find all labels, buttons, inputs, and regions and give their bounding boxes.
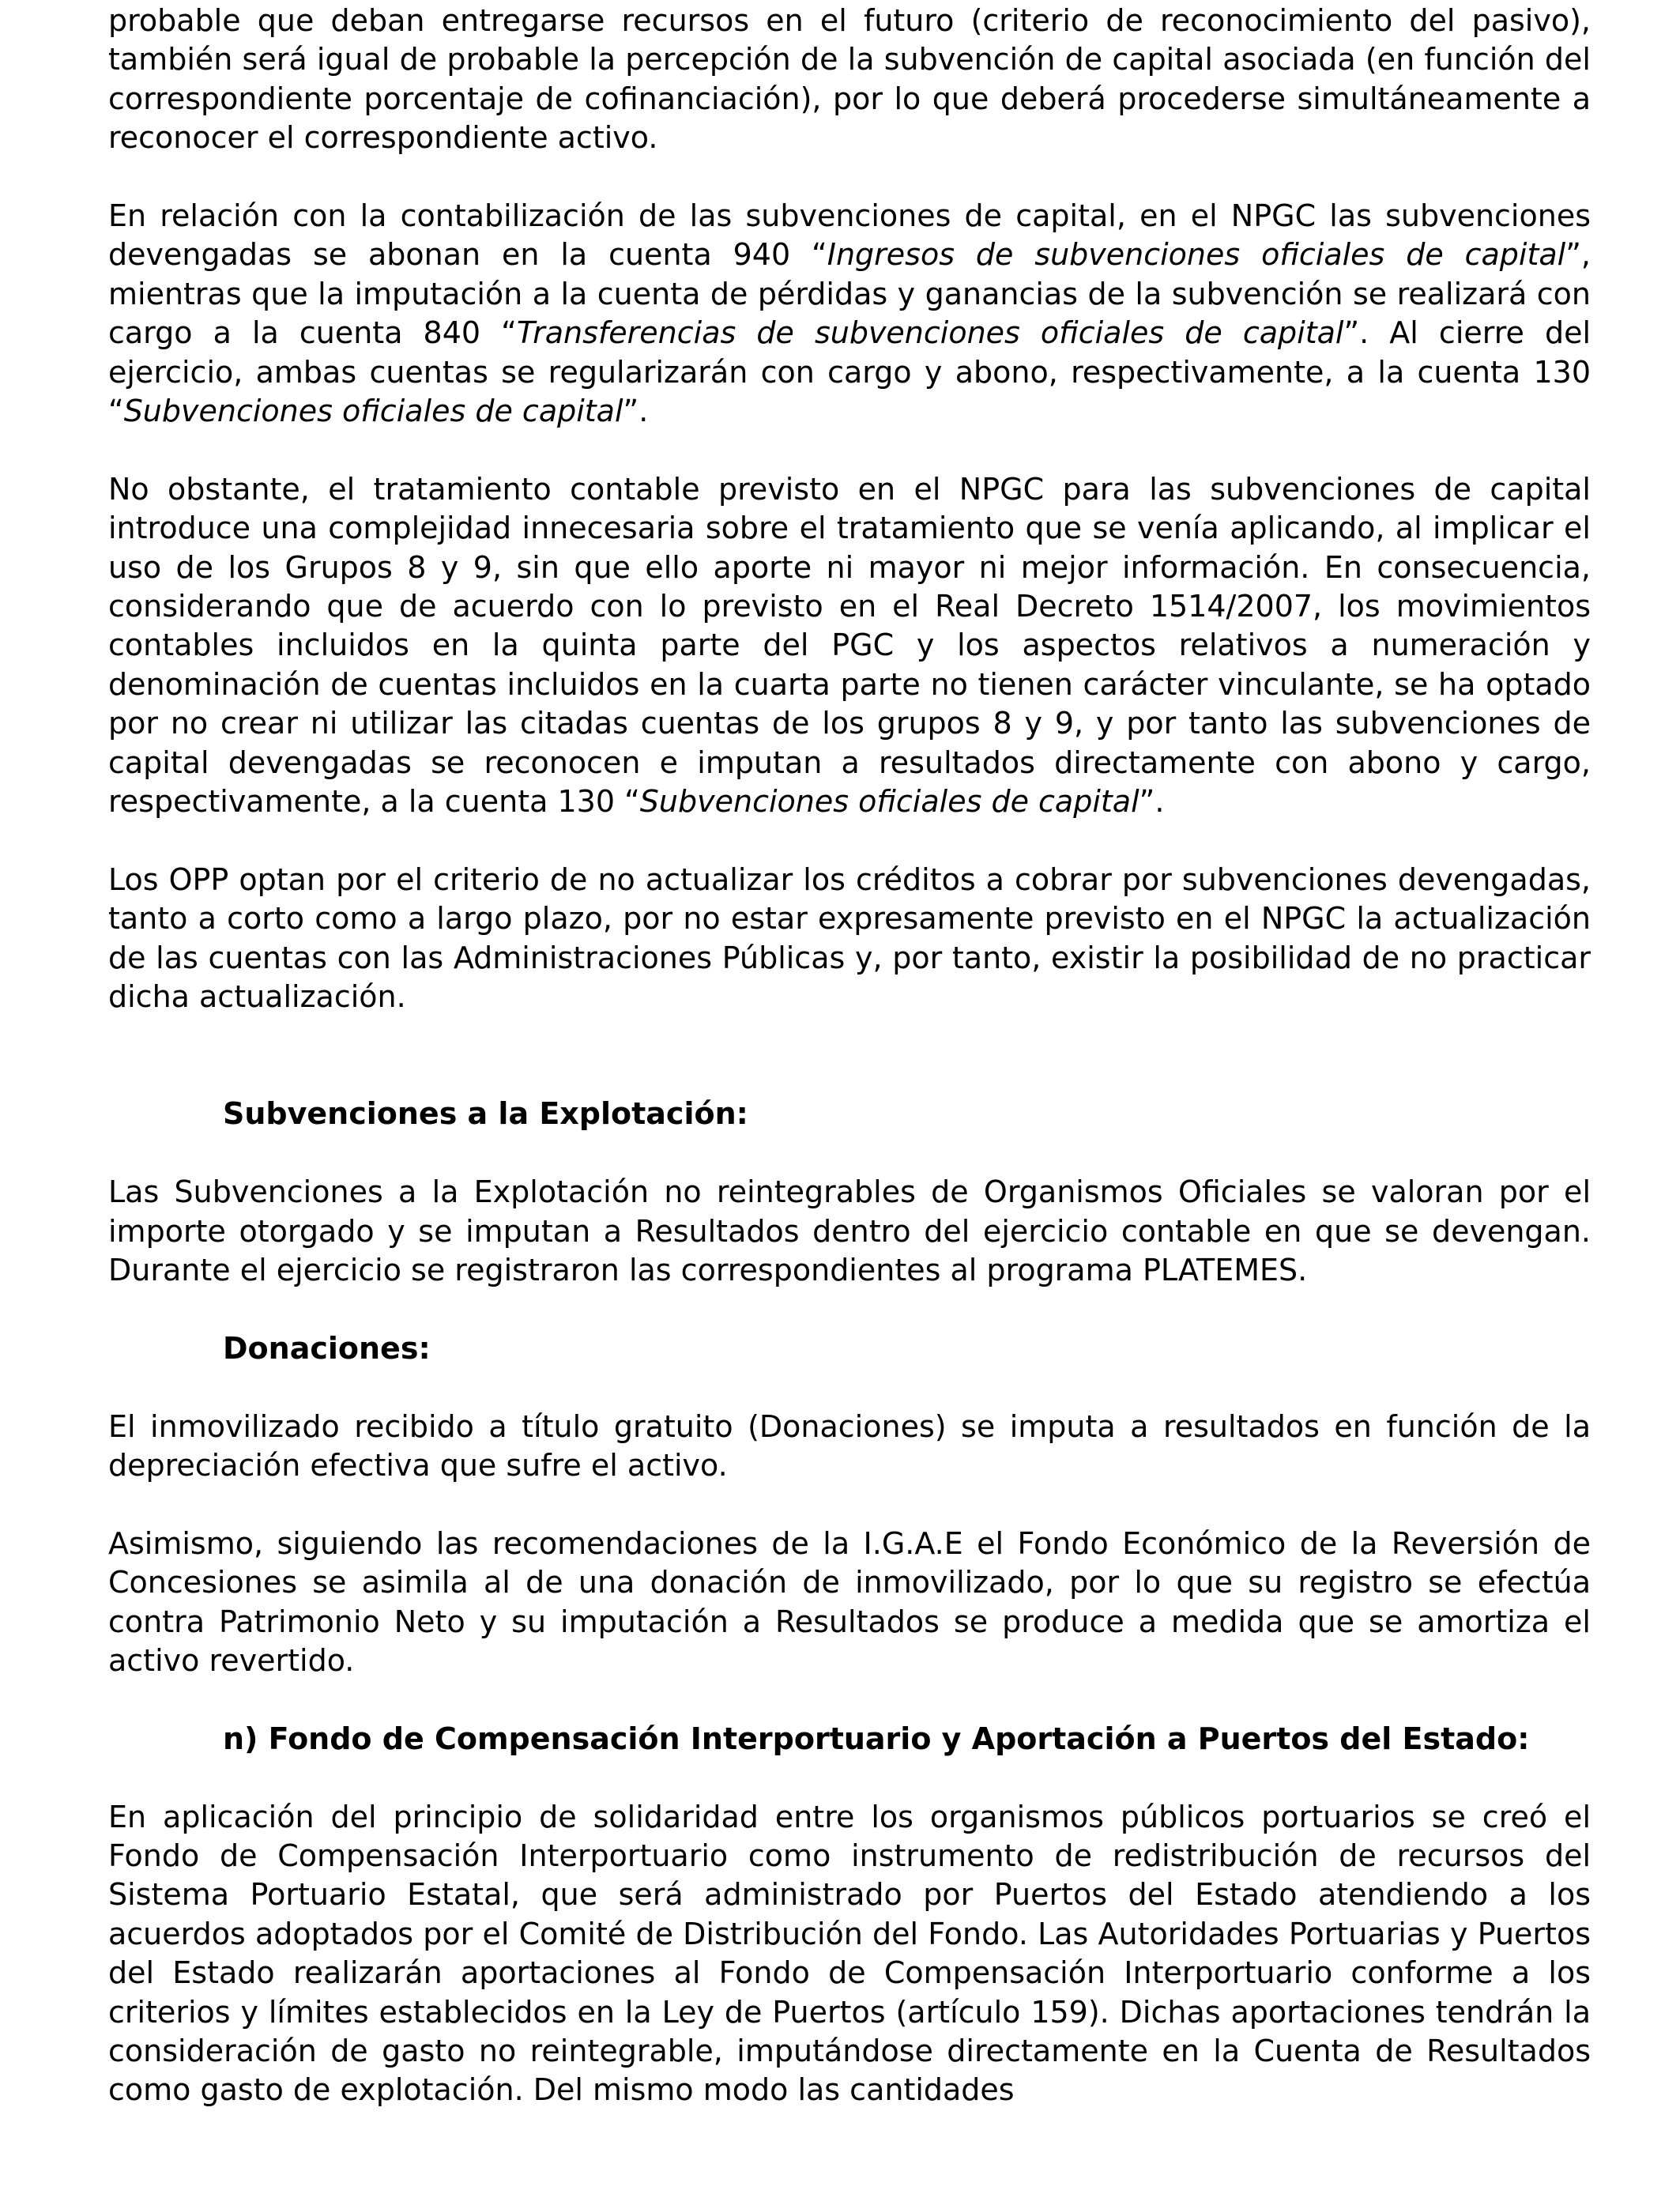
paragraph-reversion-concesiones: Asimismo, siguiendo las recomendaciones de la I.G.A.E el Fondo Económico de la Reversión de Concesiones se asimila al de una donación de inmovilizado, por lo que su registro se efectúa contra Patrimonio Neto y su imputación a Resultados se produce a medida que se amortiza el activo revertido. bbox=[108, 1525, 1591, 1678]
text-run: En relación con la contabilización de las subvenciones de capital, en el NPGC las subvenciones devengadas se abonan en la cuenta 940 “ bbox=[108, 198, 1591, 273]
paragraph-subvenciones-explotacion: Las Subvenciones a la Explotación no reintegrables de Organismos Oficiales se valoran por el importe otorgado y se imputan a Resultados dentro del ejercicio contable en que se devengan. Durante el ejercicio se registraron las correspondientes al programa PLATEMES. bbox=[108, 1174, 1591, 1287]
account-name-840: Transferencias de subvenciones oficiales de capital bbox=[516, 315, 1344, 351]
text-run: ”. Al cierre del ejercicio, ambas cuentas se regularizarán con cargo y abono, respectivamente, a la cuenta 130 “ bbox=[108, 315, 1591, 429]
text-run: No obstante, el tratamiento contable previsto en el NPGC para las subvenciones de capital introduce una complejidad innecesaria sobre el tratamiento que se venía aplicando, al implicar el uso de los Grupos 8 y 9, sin que ello aporte ni mayor ni mejor información. En consecuencia, considerando que de acuerdo con lo previsto en el Real Decreto 1514/2007, los movimientos contables incluidos en la quinta parte del PGC y los aspectos relativos a numeración y denominación de cuentas incluidos en la cuarta parte no tienen carácter vinculante, se ha optado por no crear ni utilizar las citadas cuentas de los grupos 8 y 9, y por tanto las subvenciones de capital devengadas se reconocen e imputan a resultados directamente con abono y cargo, respectivamente, a la cuenta 130 “ bbox=[108, 471, 1591, 820]
text-run: ”. bbox=[623, 394, 649, 429]
paragraph-pasivo-activo: probable que deban entregarse recursos en el futuro (criterio de reconocimiento del pasivo), también será igual de probable la percepción de la subvención de capital asociada (en función del correspondiente porcentaje de cofinanciación), por lo que deberá procederse simultáneamente a reconocer el correspondiente activo. bbox=[108, 3, 1591, 156]
paragraph-fondo-compensacion: En aplicación del principio de solidaridad entre los organismos públicos portuarios se creó el Fondo de Compensación Interportuario como instrumento de redistribución de recursos del Sistema Portuario Estatal, que será administrado por Puertos del Estado atendiendo a los acuerdos adoptados por el Comité de Distribución del Fondo. Las Autoridades Portuarias y Puertos del Estado realizarán aportaciones al Fondo de Compensación Interportuario conforme a los criterios y límites establecidos en la Ley de Puertos (artículo 159). Dichas aportaciones tendrán la consideración de gasto no reintegrable, imputándose directamente en la Cuenta de Resultados como gasto de explotación. Del mismo modo las cantidades bbox=[108, 1799, 1591, 2108]
paragraph-tratamiento-contable bbox=[108, 470, 1591, 822]
paragraph-donaciones: El inmovilizado recibido a título gratuito (Donaciones) se imputa a resultados en función de la depreciación efectiva que sufre el activo. bbox=[108, 1408, 1591, 1483]
paragraph-actualizacion-creditos: Los OPP optan por el criterio de no actualizar los créditos a cobrar por subvenciones devengadas, tanto a corto como a largo plazo, por no estar expresamente previsto en el NPGC la actualización de las cuentas con las Administraciones Públicas y, por tanto, existir la posibilidad de no practicar dicha actualización. bbox=[108, 861, 1591, 1015]
heading-donaciones: Donaciones: bbox=[223, 1330, 431, 1366]
document-page bbox=[108, 2, 1591, 2149]
heading-subvenciones-explotacion: Subvenciones a la Explotación: bbox=[223, 1096, 748, 1132]
text-run: ”, mientras que la imputación a la cuenta de pérdidas y ganancias de la subvención se realizará con cargo a la cuenta 840 “ bbox=[108, 237, 1591, 351]
paragraph-contabilizacion-subvenciones bbox=[108, 197, 1591, 431]
text-run: ”. bbox=[1139, 784, 1165, 820]
account-name-130: Subvenciones oficiales de capital bbox=[639, 784, 1139, 820]
heading-fondo-compensacion: n) Fondo de Compensación Interportuario y Aportación a Puertos del Estado: bbox=[223, 1721, 1530, 1756]
account-name-940: Ingresos de subvenciones oficiales de capital bbox=[827, 237, 1566, 273]
account-name-130: Subvenciones oficiales de capital bbox=[123, 394, 623, 429]
